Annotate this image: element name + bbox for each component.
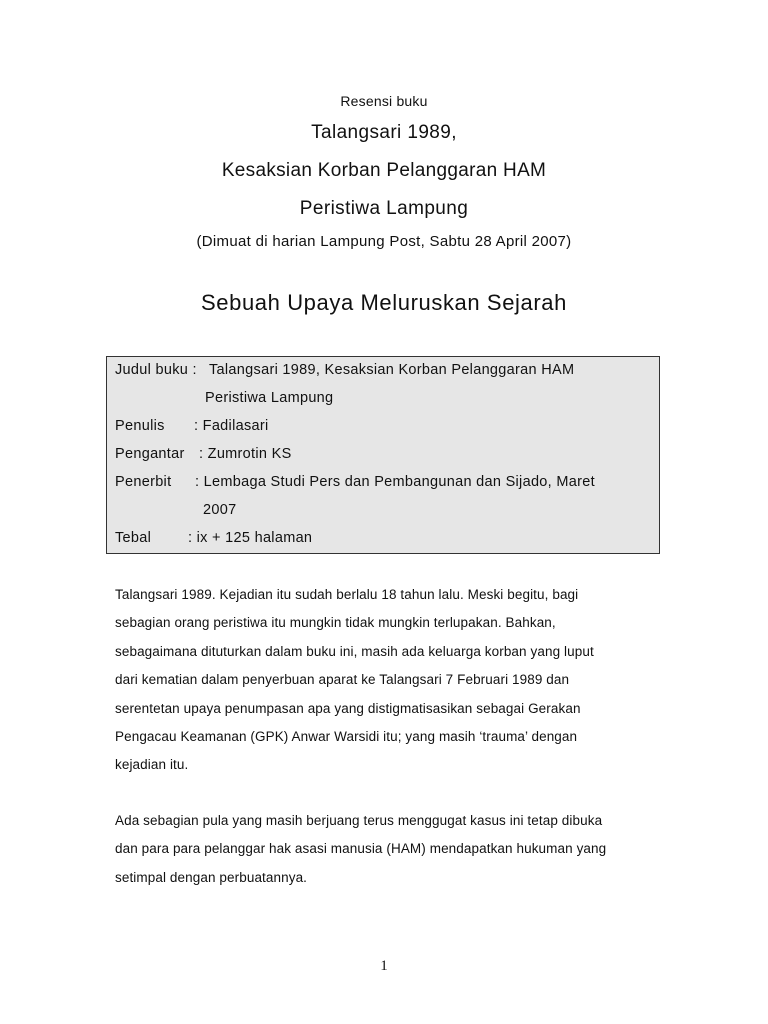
- author-value: : Fadilasari: [194, 418, 269, 434]
- book-title-line-2: Kesaksian Korban Pelanggaran HAM: [221, 160, 547, 181]
- paragraph-1: [115, 581, 675, 780]
- book-title-value: Talangsari 1989, Kesaksian Korban Pelanggaran HAM: [209, 362, 575, 378]
- book-info-box: [106, 356, 660, 554]
- page-number: 1: [380, 958, 388, 974]
- book-title-key: Judul buku :: [115, 362, 197, 378]
- paragraph-2-line: dan para para pelanggar hak asasi manusia (HAM) mendapatkan hukuman yang: [115, 841, 607, 857]
- publisher-key: Penerbit: [115, 474, 172, 490]
- publication-note: (Dimuat di harian Lampung Post, Sabtu 28 April 2007): [196, 233, 572, 250]
- review-headline: Sebuah Upaya Meluruskan Sejarah: [201, 290, 567, 315]
- book-title-line-1: Talangsari 1989,: [311, 122, 457, 143]
- paragraph-1-line: kejadian itu.: [115, 757, 189, 773]
- publisher-value: : Lembaga Studi Pers dan Pembangunan dan Sijado, Maret: [195, 474, 595, 490]
- paragraph-1-line: Talangsari 1989. Kejadian itu sudah berlalu 18 tahun lalu. Meski begitu, bagi: [115, 587, 579, 602]
- paragraph-2-line: setimpal dengan perbuatannya.: [115, 869, 308, 885]
- book-title-value-2: Peristiwa Lampung: [205, 390, 334, 406]
- paragraph-2: [115, 807, 675, 892]
- paragraph-1-line: serentetan upaya penumpasan apa yang distigmatisasikan sebagai Gerakan: [115, 700, 581, 716]
- intro-key: Pengantar: [115, 446, 185, 462]
- intro-value: : Zumrotin KS: [199, 446, 292, 462]
- paragraph-1-line: Pengacau Keamanan (GPK) Anwar Warsidi itu; yang masih ‘trauma’ dengan: [115, 729, 578, 745]
- paragraph-2-line: Ada sebagian pula yang masih berjuang terus menggugat kasus ini tetap dibuka: [115, 813, 603, 828]
- pages-key: Tebal: [115, 530, 152, 546]
- publisher-value-2: 2007: [203, 502, 237, 518]
- paragraph-1-line: sebagian orang peristiwa itu mungkin tidak mungkin terlupakan. Bahkan,: [115, 615, 556, 631]
- pages-value: : ix + 125 halaman: [188, 530, 313, 546]
- book-title-line-3: Peristiwa Lampung: [299, 198, 469, 219]
- paragraph-1-line: sebagaimana dituturkan dalam buku ini, masih ada keluarga korban yang luput: [115, 643, 594, 659]
- review-label: Resensi buku: [340, 93, 428, 109]
- paragraph-1-line: dari kematian dalam penyerbuan aparat ke Talangsari 7 Februari 1989 dan: [115, 672, 570, 688]
- author-key: Penulis: [115, 418, 165, 434]
